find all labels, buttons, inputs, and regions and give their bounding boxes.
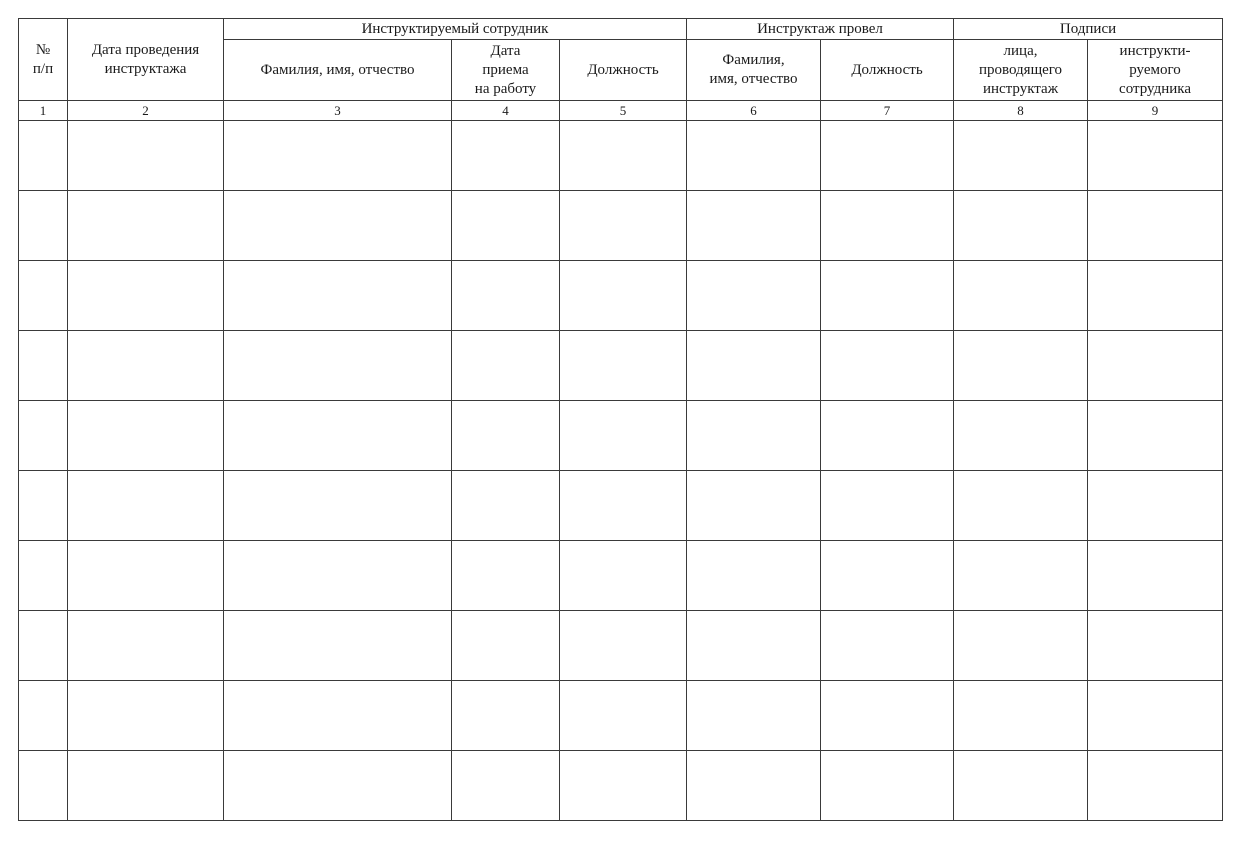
column-number-row bbox=[19, 101, 1223, 121]
cell-instructed-fio[interactable] bbox=[224, 541, 452, 611]
cell-instructed-position[interactable] bbox=[560, 121, 687, 191]
column-number: 7 bbox=[821, 101, 954, 121]
column-number: 6 bbox=[687, 101, 821, 121]
header-number-line: № bbox=[35, 41, 51, 58]
cell-hire-date[interactable] bbox=[452, 191, 560, 261]
header-sign-instructed-line: руемого bbox=[1129, 61, 1181, 78]
cell-sign-instructor[interactable] bbox=[954, 681, 1088, 751]
header-instructed-hire-date bbox=[452, 40, 560, 101]
cell-hire-date[interactable] bbox=[452, 471, 560, 541]
cell-hire-date[interactable] bbox=[452, 121, 560, 191]
cell-sign-instructor[interactable] bbox=[954, 541, 1088, 611]
cell-instructed-position[interactable] bbox=[560, 751, 687, 821]
cell-instructed-fio[interactable] bbox=[224, 611, 452, 681]
table-row bbox=[19, 261, 1223, 331]
header-number bbox=[19, 19, 68, 101]
cell-date[interactable] bbox=[68, 261, 224, 331]
cell-instructed-position[interactable] bbox=[560, 191, 687, 261]
header-instructed-fio: Фамилия, имя, отчество bbox=[224, 40, 452, 101]
header-group-conducted: Инструктаж провел bbox=[687, 19, 954, 40]
cell-conducted-fio[interactable] bbox=[687, 331, 821, 401]
table-row bbox=[19, 471, 1223, 541]
table-row bbox=[19, 121, 1223, 191]
cell-instructed-fio[interactable] bbox=[224, 401, 452, 471]
cell-instructed-position[interactable] bbox=[560, 401, 687, 471]
column-number: 4 bbox=[452, 101, 560, 121]
cell-number[interactable] bbox=[19, 541, 68, 611]
cell-date[interactable] bbox=[68, 191, 224, 261]
table-row bbox=[19, 751, 1223, 821]
cell-conducted-fio[interactable] bbox=[687, 121, 821, 191]
cell-instructed-fio[interactable] bbox=[224, 261, 452, 331]
header-conducted-fio-line: Фамилия, bbox=[722, 52, 785, 68]
cell-conducted-fio[interactable] bbox=[687, 751, 821, 821]
cell-instructed-position[interactable] bbox=[560, 331, 687, 401]
cell-conducted-position[interactable] bbox=[821, 541, 954, 611]
cell-sign-instructed[interactable] bbox=[1088, 401, 1223, 471]
cell-hire-date[interactable] bbox=[452, 541, 560, 611]
header-group-row bbox=[19, 19, 1223, 40]
table-row bbox=[19, 611, 1223, 681]
cell-date[interactable] bbox=[68, 471, 224, 541]
cell-instructed-position[interactable] bbox=[560, 541, 687, 611]
cell-instructed-position[interactable] bbox=[560, 471, 687, 541]
cell-instructed-position[interactable] bbox=[560, 261, 687, 331]
cell-number[interactable] bbox=[19, 751, 68, 821]
header-conducted-fio-line: имя, отчество bbox=[709, 71, 798, 87]
cell-hire-date[interactable] bbox=[452, 401, 560, 471]
cell-number[interactable] bbox=[19, 401, 68, 471]
cell-conducted-fio[interactable] bbox=[687, 261, 821, 331]
header-sign-instructed-line: инструкти- bbox=[1119, 42, 1191, 59]
cell-sign-instructed[interactable] bbox=[1088, 751, 1223, 821]
cell-number[interactable] bbox=[19, 681, 68, 751]
header-hire-date-line: на работу bbox=[474, 80, 537, 97]
cell-conducted-position[interactable] bbox=[821, 401, 954, 471]
cell-conducted-position[interactable] bbox=[821, 611, 954, 681]
cell-hire-date[interactable] bbox=[452, 611, 560, 681]
header-sign-instructor-line: инструктаж bbox=[982, 80, 1059, 97]
cell-number[interactable] bbox=[19, 191, 68, 261]
cell-date[interactable] bbox=[68, 401, 224, 471]
cell-conducted-position[interactable] bbox=[821, 191, 954, 261]
header-sign-instructor-line: лица, bbox=[1003, 42, 1038, 59]
cell-conducted-fio[interactable] bbox=[687, 541, 821, 611]
cell-conducted-fio[interactable] bbox=[687, 471, 821, 541]
cell-instructed-position[interactable] bbox=[560, 611, 687, 681]
header-date-line: инструктажа bbox=[104, 60, 187, 77]
column-number: 9 bbox=[1088, 101, 1223, 121]
column-number: 1 bbox=[19, 101, 68, 121]
header-hire-date-line: приема bbox=[482, 61, 529, 78]
cell-conducted-fio[interactable] bbox=[687, 611, 821, 681]
cell-hire-date[interactable] bbox=[452, 681, 560, 751]
cell-conducted-position[interactable] bbox=[821, 121, 954, 191]
cell-date[interactable] bbox=[68, 611, 224, 681]
cell-instructed-fio[interactable] bbox=[224, 191, 452, 261]
header-number-line: п/п bbox=[32, 60, 54, 77]
cell-conducted-position[interactable] bbox=[821, 681, 954, 751]
cell-number[interactable] bbox=[19, 611, 68, 681]
cell-sign-instructed[interactable] bbox=[1088, 261, 1223, 331]
table-row bbox=[19, 541, 1223, 611]
header-sign-instructor-line: проводящего bbox=[978, 61, 1063, 78]
cell-number[interactable] bbox=[19, 261, 68, 331]
cell-instructed-fio[interactable] bbox=[224, 751, 452, 821]
cell-conducted-fio[interactable] bbox=[687, 681, 821, 751]
cell-sign-instructed[interactable] bbox=[1088, 471, 1223, 541]
cell-sign-instructed[interactable] bbox=[1088, 331, 1223, 401]
cell-date[interactable] bbox=[68, 541, 224, 611]
table-body bbox=[19, 121, 1223, 821]
cell-sign-instructed[interactable] bbox=[1088, 611, 1223, 681]
cell-instructed-fio[interactable] bbox=[224, 331, 452, 401]
column-number: 3 bbox=[224, 101, 452, 121]
table-row bbox=[19, 401, 1223, 471]
header-date-line: Дата проведения bbox=[91, 41, 200, 58]
cell-sign-instructor[interactable] bbox=[954, 401, 1088, 471]
cell-conducted-position[interactable] bbox=[821, 471, 954, 541]
header-group-instructed: Инструктируемый сотрудник bbox=[224, 19, 687, 40]
instruction-journal-table bbox=[18, 18, 1223, 821]
cell-instructed-position[interactable] bbox=[560, 681, 687, 751]
cell-instructed-fio[interactable] bbox=[224, 681, 452, 751]
cell-conducted-position[interactable] bbox=[821, 751, 954, 821]
cell-instructed-fio[interactable] bbox=[224, 471, 452, 541]
header-conducted-position: Должность bbox=[821, 40, 954, 101]
cell-sign-instructor[interactable] bbox=[954, 471, 1088, 541]
cell-sign-instructed[interactable] bbox=[1088, 121, 1223, 191]
header-sign-instructed bbox=[1088, 40, 1223, 101]
column-number: 8 bbox=[954, 101, 1088, 121]
cell-date[interactable] bbox=[68, 751, 224, 821]
cell-sign-instructor[interactable] bbox=[954, 751, 1088, 821]
cell-hire-date[interactable] bbox=[452, 751, 560, 821]
cell-number[interactable] bbox=[19, 471, 68, 541]
cell-conducted-fio[interactable] bbox=[687, 401, 821, 471]
table-header bbox=[19, 19, 1223, 121]
header-sign-instructed-line: сотрудника bbox=[1119, 80, 1191, 97]
header-conducted-fio bbox=[687, 40, 821, 101]
header-instructed-position: Должность bbox=[560, 40, 687, 101]
cell-hire-date[interactable] bbox=[452, 261, 560, 331]
header-hire-date-line: Дата bbox=[490, 42, 521, 59]
cell-sign-instructor[interactable] bbox=[954, 261, 1088, 331]
column-number: 5 bbox=[560, 101, 687, 121]
cell-sign-instructed[interactable] bbox=[1088, 541, 1223, 611]
header-group-signatures: Подписи bbox=[954, 19, 1223, 40]
cell-sign-instructor[interactable] bbox=[954, 121, 1088, 191]
cell-conducted-position[interactable] bbox=[821, 331, 954, 401]
header-date bbox=[68, 19, 224, 101]
column-number: 2 bbox=[68, 101, 224, 121]
cell-date[interactable] bbox=[68, 331, 224, 401]
cell-conducted-fio[interactable] bbox=[687, 191, 821, 261]
cell-hire-date[interactable] bbox=[452, 331, 560, 401]
cell-conducted-position[interactable] bbox=[821, 261, 954, 331]
cell-sign-instructor[interactable] bbox=[954, 331, 1088, 401]
header-sign-instructor bbox=[954, 40, 1088, 101]
table-row bbox=[19, 331, 1223, 401]
cell-sign-instructor[interactable] bbox=[954, 611, 1088, 681]
cell-sign-instructed[interactable] bbox=[1088, 191, 1223, 261]
cell-number[interactable] bbox=[19, 121, 68, 191]
cell-instructed-fio[interactable] bbox=[224, 121, 452, 191]
cell-date[interactable] bbox=[68, 681, 224, 751]
cell-date[interactable] bbox=[68, 121, 224, 191]
cell-number[interactable] bbox=[19, 331, 68, 401]
cell-sign-instructor[interactable] bbox=[954, 191, 1088, 261]
cell-sign-instructed[interactable] bbox=[1088, 681, 1223, 751]
table-row bbox=[19, 191, 1223, 261]
table-row bbox=[19, 681, 1223, 751]
